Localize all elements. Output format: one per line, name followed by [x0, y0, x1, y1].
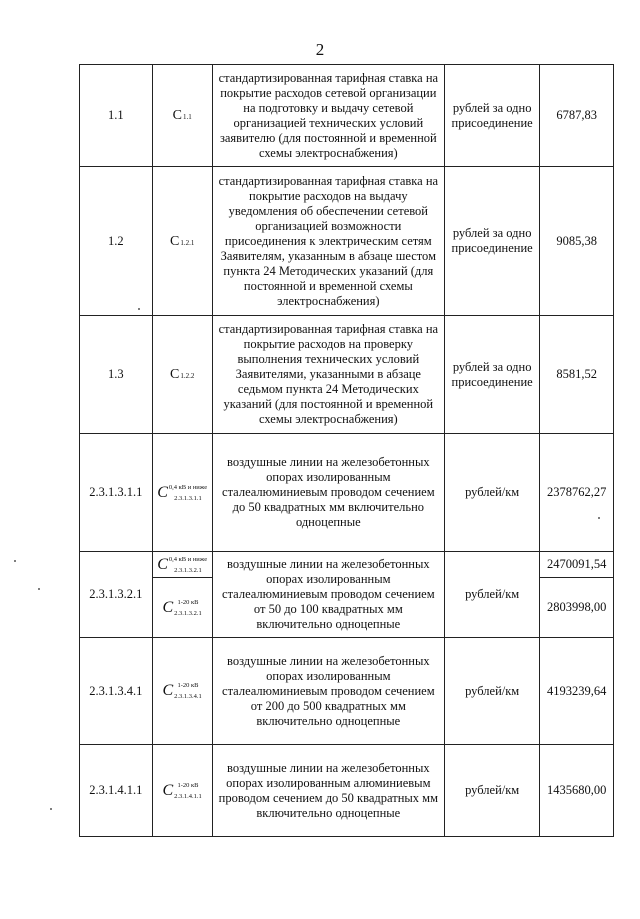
rate-symbol: C 0,4 кВ и ниже 2.3.1.3.2.1 [152, 552, 212, 578]
row-number: 1.3 [80, 316, 153, 434]
row-unit: рублей/км [444, 552, 539, 638]
row-number: 2.3.1.4.1.1 [80, 745, 153, 837]
rate-symbol: C 1.1 [152, 65, 212, 167]
scan-speck [50, 808, 52, 810]
row-unit: рублей/км [444, 638, 539, 745]
table-row [80, 316, 614, 434]
table-row [80, 167, 614, 316]
rate-symbol: C 1.2.2 [152, 316, 212, 434]
rate-symbol: C 1.2.1 [152, 167, 212, 316]
row-value: 4193239,64 [540, 638, 614, 745]
row-unit: рублей за одно присоединение [444, 167, 539, 316]
row-description: воздушные линии на железобетонных опорах изолированным сталеалюминиевым проводом сечением от 50 до 100 квадратных мм включительно одноцепные [212, 552, 444, 638]
row-description: воздушные линии на железобетонных опорах изолированным сталеалюминиевым проводом сечением до 50 квадратных мм включительно одноцепные [212, 434, 444, 552]
row-unit: рублей за одно присоединение [444, 65, 539, 167]
row-unit: рублей/км [444, 434, 539, 552]
row-value: 1435680,00 [540, 745, 614, 837]
table-row [80, 745, 614, 837]
row-unit: рублей за одно присоединение [444, 316, 539, 434]
row-value: 8581,52 [540, 316, 614, 434]
rate-symbol: C 0,4 кВ и ниже 2.3.1.3.1.1 [152, 434, 212, 552]
row-description: воздушные линии на железобетонных опорах изолированным алюминиевым проводом сечением до 50 квадратных мм включительно одноцепные [212, 745, 444, 837]
table-row [80, 638, 614, 745]
row-number: 1.2 [80, 167, 153, 316]
rate-symbol: C 1-20 кВ 2.3.1.4.1.1 [152, 745, 212, 837]
rate-symbol: C 1-20 кВ 2.3.1.3.2.1 [152, 578, 212, 638]
row-number: 2.3.1.3.1.1 [80, 434, 153, 552]
row-value: 9085,38 [540, 167, 614, 316]
row-value: 2470091,54 [540, 552, 614, 578]
row-value: 2803998,00 [540, 578, 614, 638]
row-value: 2378762,27 [540, 434, 614, 552]
row-unit: рублей/км [444, 745, 539, 837]
scan-speck [38, 588, 40, 590]
table-row [80, 65, 614, 167]
tariff-table [79, 64, 614, 837]
scan-speck [598, 517, 600, 519]
row-number: 1.1 [80, 65, 153, 167]
row-description: воздушные линии на железобетонных опорах изолированным сталеалюминиевым проводом сечением от 200 до 500 квадратных мм включительно одноцепные [212, 638, 444, 745]
row-number: 2.3.1.3.2.1 [80, 552, 153, 638]
table-row [80, 434, 614, 552]
scan-speck [14, 560, 16, 562]
row-description: стандартизированная тарифная ставка на покрытие расходов на выдачу уведомления об обеспечении сетевой организацией возможности присоединения к электрическим сетям Заявителям, указанным в абзаце шестом пункта 24 Методических указаний (для постоянной и временной схемы электроснабжения) [212, 167, 444, 316]
table-row [80, 552, 614, 578]
rate-symbol: C 1-20 кВ 2.3.1.3.4.1 [152, 638, 212, 745]
row-description: стандартизированная тарифная ставка на покрытие расходов сетевой организации на подготовку и выдачу сетевой организацией технических условий заявителю (для постоянной и временной схемы электроснабжения) [212, 65, 444, 167]
row-value: 6787,83 [540, 65, 614, 167]
row-description: стандартизированная тарифная ставка на покрытие расходов на проверку выполнения технических условий Заявителями, указанными в абзаце седьмом пункта 24 Методических указаний (для постоянной и временной схемы электроснабжения) [212, 316, 444, 434]
row-number: 2.3.1.3.4.1 [80, 638, 153, 745]
scan-speck [138, 308, 140, 310]
page-number: 2 [315, 40, 325, 59]
